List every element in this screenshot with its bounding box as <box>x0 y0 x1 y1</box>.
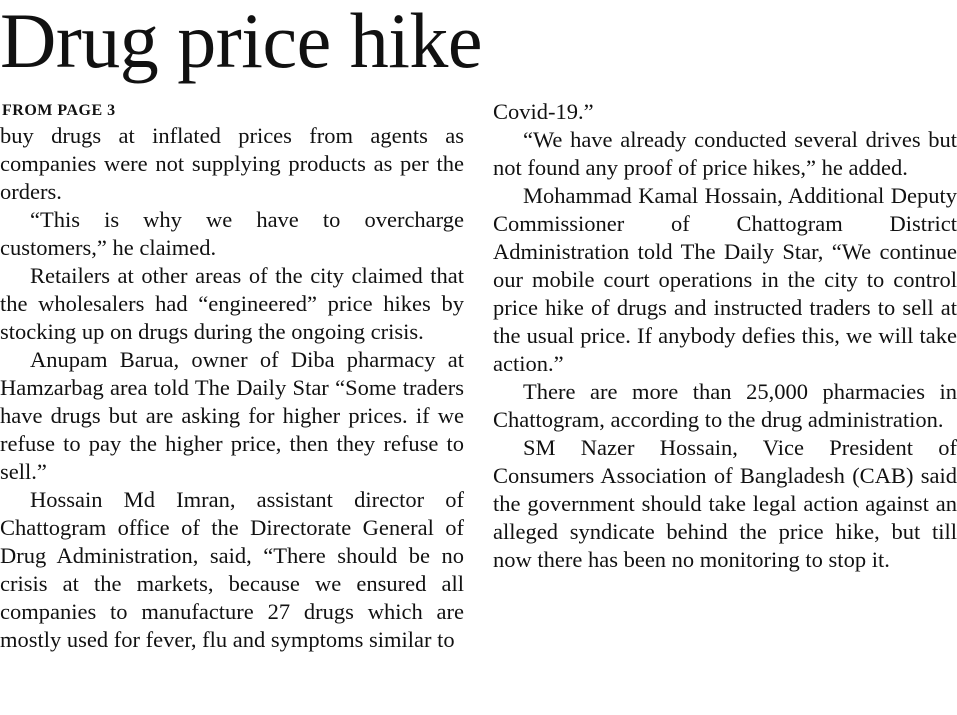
paragraph: Mohammad Kamal Hossain, Additional Deputy Commissioner of Chattogram District Administration told The Daily Star, “We continue our mobile court operations in the city to control price hike of drugs and instructed traders to sell at the usual price. If anybody defies this, we will take action.” <box>493 183 957 376</box>
paragraph: SM Nazer Hossain, Vice President of Consumers Association of Bangladesh (CAB) said the government should take legal action against an alleged syndicate behind the price hike, but till now there has been no monitoring to stop it. <box>493 435 957 572</box>
paragraph: There are more than 25,000 pharmacies in Chattogram, according to the drug administration. <box>493 379 957 432</box>
article-column-left <box>0 122 464 654</box>
paragraph: Retailers at other areas of the city claimed that the wholesalers had “engineered” price hikes by stocking up on drugs during the ongoing crisis. <box>0 263 464 344</box>
paragraph: buy drugs at inflated prices from agents as companies were not supplying products as per the orders. <box>0 123 464 204</box>
paragraph: Hossain Md Imran, assistant director of Chattogram office of the Directorate General of Drug Administration, said, “There should be no crisis at the markets, because we ensured all companies to manufacture 27 drugs which are mostly used for fever, flu and symptoms similar to <box>0 487 464 652</box>
paragraph: “We have already conducted several drives but not found any proof of price hikes,” he added. <box>493 127 957 180</box>
headline: Drug price hike <box>0 0 482 84</box>
paragraph: “This is why we have to overcharge customers,” he claimed. <box>0 207 464 260</box>
paragraph: Covid-19.” <box>493 99 594 124</box>
paragraph: Anupam Barua, owner of Diba pharmacy at Hamzarbag area told The Daily Star “Some traders have drugs but are asking for higher prices. if we refuse to pay the higher price, then they refuse to sell.” <box>0 347 464 484</box>
jump-line: FROM PAGE 3 <box>2 102 116 119</box>
article-column-right <box>493 98 957 574</box>
